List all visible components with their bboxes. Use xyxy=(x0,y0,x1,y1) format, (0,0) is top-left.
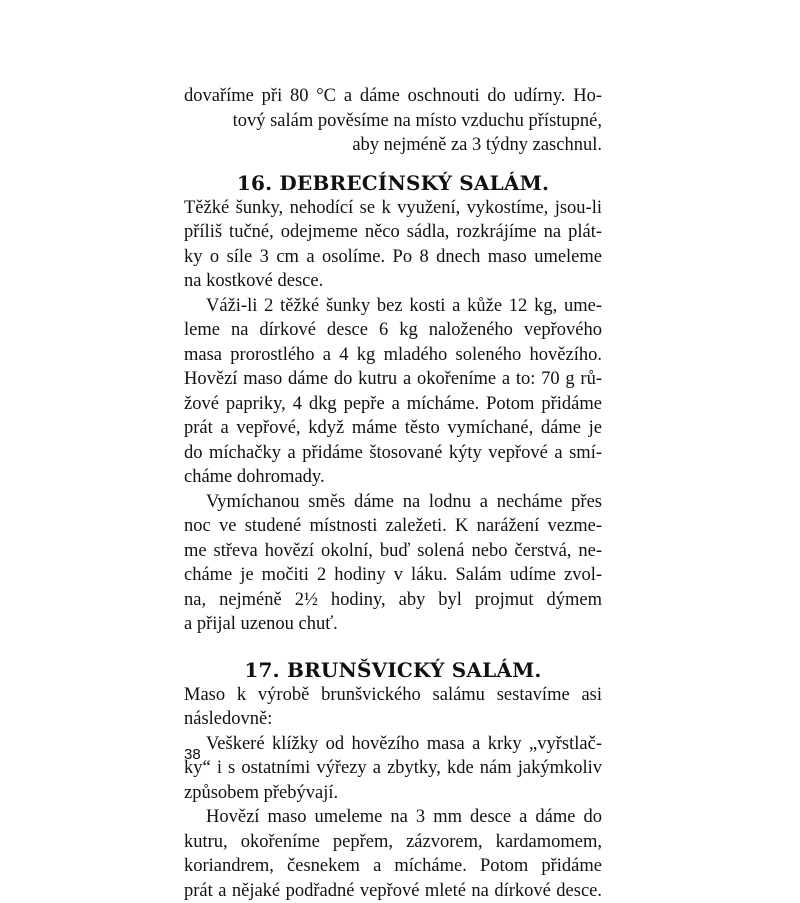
text-line: Veškeré klížky od hovězího masa a krky „vyřstlač- xyxy=(184,732,602,757)
paragraph xyxy=(184,490,602,637)
text-line: na kostkové desce. xyxy=(184,269,602,294)
text-line: koriandrem, česnekem a mícháme. Potom přidáme xyxy=(184,854,602,879)
text-line: žové papriky, 4 dkg pepře a mícháme. Potom přidáme xyxy=(184,392,602,417)
paragraph xyxy=(184,805,602,903)
text-line: dovaříme při 80 °C a dáme oschnouti do udírny. Ho- xyxy=(184,84,602,109)
text-line: Hovězí maso umeleme na 3 mm desce a dáme do xyxy=(184,805,602,830)
text-line: do míchačky a přidáme štosované kýty vepřové a smí- xyxy=(184,441,602,466)
text-line: prát a vepřové, když máme těsto vymíchané, dáme je xyxy=(184,416,602,441)
section-heading-16: 16. DEBRECÍNSKÝ SALÁM. xyxy=(184,170,602,196)
text-line: ky“ i s ostatními výřezy a zbytky, kde nám jakýmkoliv xyxy=(184,756,602,781)
text-line: příliš tučné, odejmeme něco sádla, rozkrájíme na plát- xyxy=(184,220,602,245)
section-heading-17: 17. BRUNŠVICKÝ SALÁM. xyxy=(184,657,602,683)
paragraph xyxy=(184,732,602,806)
paragraph xyxy=(184,683,602,732)
text-line: následovně: xyxy=(184,707,602,732)
text-line: me střeva hovězí okolní, buď solená nebo čerstvá, ne- xyxy=(184,539,602,564)
text-line: kutru, okořeníme pepřem, zázvorem, kardamomem, xyxy=(184,830,602,855)
text-line: Vymíchanou směs dáme na lodnu a necháme přes xyxy=(184,490,602,515)
text-line: tový salám pověsíme na místo vzduchu přístupné, xyxy=(184,109,602,134)
text-line: Maso k výrobě brunšvického salámu sestavíme asi xyxy=(184,683,602,708)
text-line: Váži-li 2 těžké šunky bez kosti a kůže 12 kg, ume- xyxy=(184,294,602,319)
text-line: cháme dohromady. xyxy=(184,465,602,490)
text-line: ky o síle 3 cm a osolíme. Po 8 dnech maso umeleme xyxy=(184,245,602,270)
text-line: cháme je močiti 2 hodiny v láku. Salám udíme zvol- xyxy=(184,563,602,588)
text-line: způsobem přebývají. xyxy=(184,781,602,806)
text-line: masa prorostlého a 4 kg mladého soleného hovězího. xyxy=(184,343,602,368)
text-line: Hovězí maso dáme do kutru a okořeníme a to: 70 g rů- xyxy=(184,367,602,392)
page-body xyxy=(184,84,602,903)
text-line: aby nejméně za 3 týdny zaschnul. xyxy=(184,133,602,158)
text-line: na, nejméně 2½ hodiny, aby byl projmut dýmem xyxy=(184,588,602,613)
text-line: a přijal uzenou chuť. xyxy=(184,612,602,637)
text-line: noc ve studené místnosti zaležeti. K narážení vezme- xyxy=(184,514,602,539)
text-line: prát a nějaké podřadné vepřové mleté na dírkové desce. xyxy=(184,879,602,903)
paragraph xyxy=(184,196,602,294)
text-line: leme na dírkové desce 6 kg naloženého vepřového xyxy=(184,318,602,343)
page-number: 38 xyxy=(184,746,201,763)
text-line: Těžké šunky, nehodící se k využení, vykostíme, jsou-li xyxy=(184,196,602,221)
intro-paragraph xyxy=(184,84,602,158)
paragraph xyxy=(184,294,602,490)
